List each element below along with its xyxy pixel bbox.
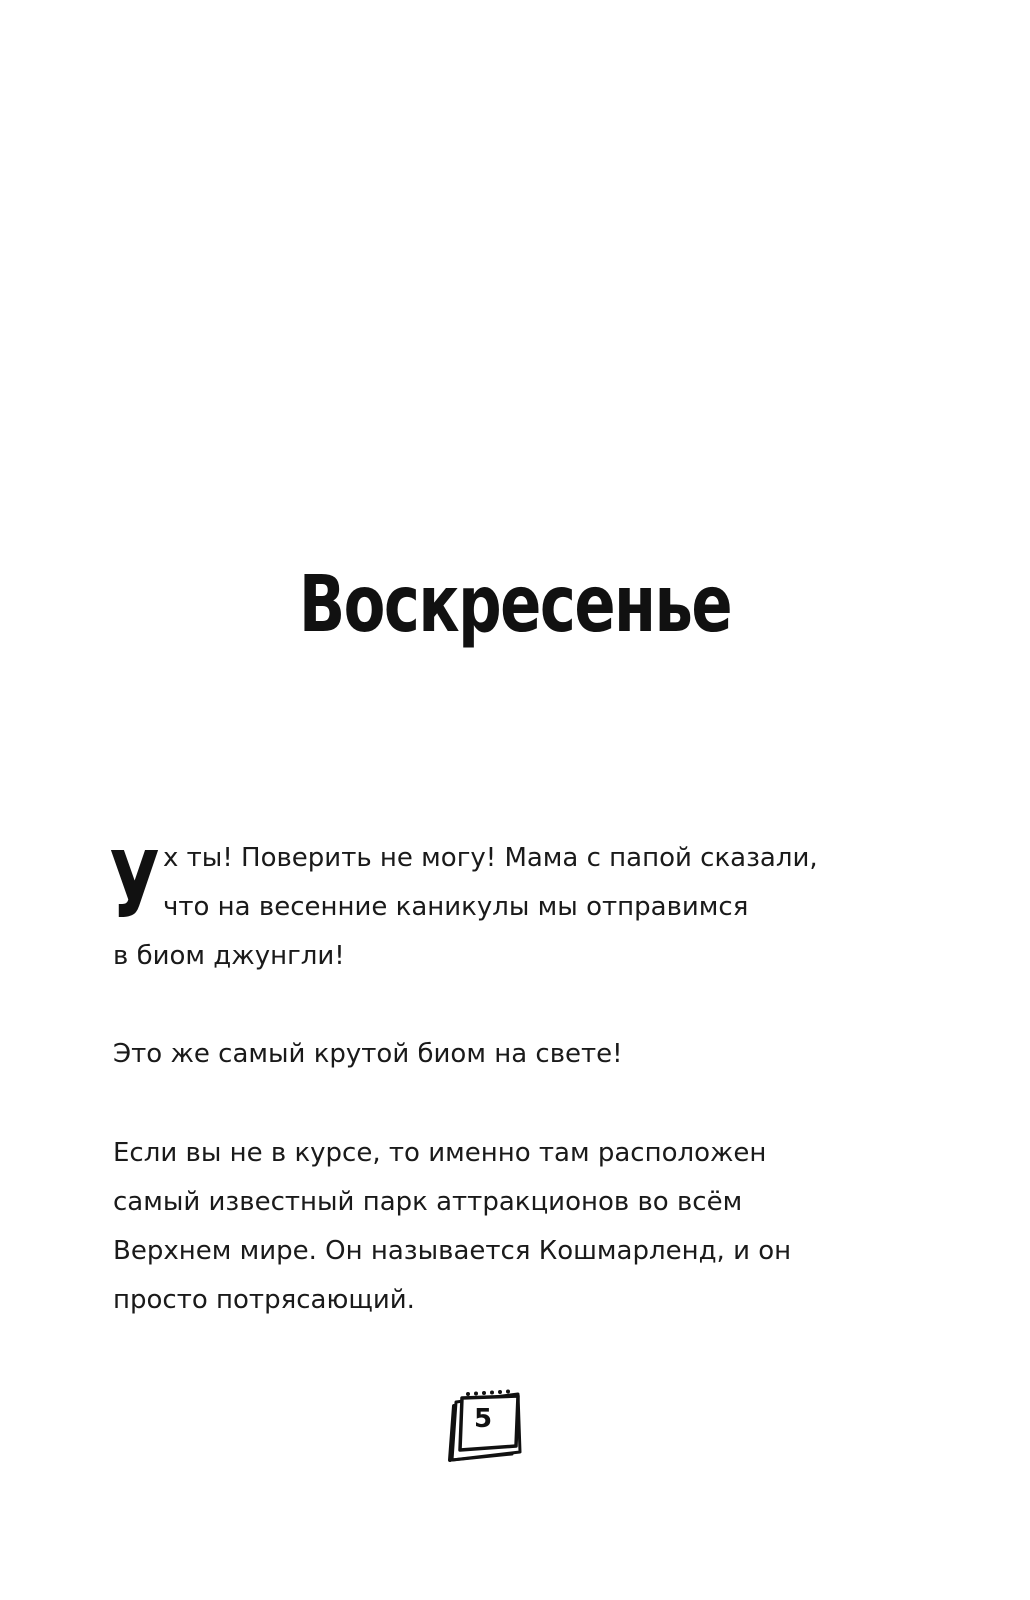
paragraph-3-line-2: самый известный парк аттракционов во всём (113, 1187, 743, 1217)
paragraph-1-line-2: что на весенние каникулы мы отправимся (163, 892, 749, 922)
paragraph-2 (113, 1030, 893, 1079)
paragraph-3-line-3: Верхнем мире. Он называется Кошмарленд, и он (113, 1236, 792, 1266)
paragraph-1 (109, 832, 893, 981)
chapter-title: Воскресенье (298, 560, 732, 650)
paragraph-3-line-4: просто потрясающий. (113, 1285, 415, 1315)
paragraph-1-line-1: х ты! Поверить не могу! Мама с папой сказали, (163, 843, 818, 873)
paragraph-1-line-3: в биом джунгли! (113, 941, 345, 971)
page-number: 5 (473, 1404, 493, 1434)
page-number-badge (446, 1388, 524, 1466)
drop-cap: У (109, 832, 161, 939)
paragraph-3 (113, 1129, 893, 1325)
paragraph-2-line-1: Это же самый крутой биом на свете! (113, 1039, 623, 1069)
paragraph-3-line-1: Если вы не в курсе, то именно там расположен (113, 1138, 767, 1168)
